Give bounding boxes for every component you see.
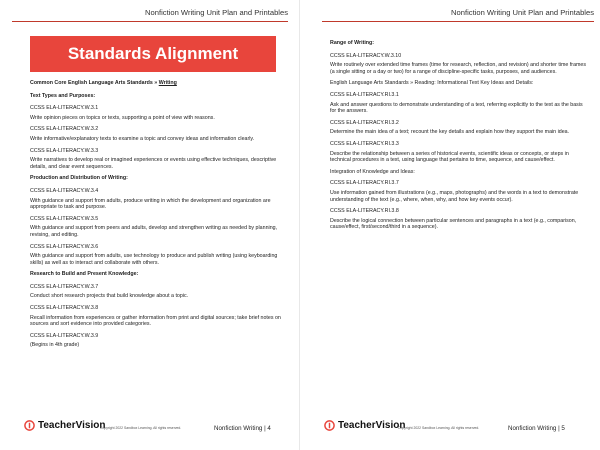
header-rule: [322, 21, 594, 22]
standard-description: Determine the main idea of a text; recount the key details and explain how they support the main idea.: [330, 129, 570, 136]
standard-code: CCSS ELA-LITERACY.W.3.7: [30, 283, 99, 290]
standard-code: CCSS ELA-LITERACY.RI.3.1: [330, 91, 399, 98]
standard-code: CCSS ELA-LITERACY.RI.3.8: [330, 208, 399, 215]
standard-description: Describe the relationship between a series of historical events, scientific ideas or concepts, or steps in technical procedures in a text, using language that pertains to time, sequence, and cause/effect.: [330, 150, 569, 164]
standard-description: Write informative/explanatory texts to examine a topic and convey ideas and information clearly.: [30, 135, 255, 142]
standard-code: CCSS ELA-LITERACY.W.3.3: [30, 147, 99, 154]
standard-code: CCSS ELA-LITERACY.RI.3.3: [330, 140, 399, 147]
standard-code: CCSS ELA-LITERACY.W.3.10: [330, 52, 402, 59]
teachervision-logo: [324, 420, 405, 431]
section-heading: Research to Build and Present Knowledge:: [30, 271, 139, 278]
left-content: [30, 80, 288, 354]
brand-name: TeacherVision: [338, 420, 406, 431]
standard-description: Recall information from experiences or gather information from print and digital sources; take brief notes on sources and sort evidence into provided categories.: [30, 314, 281, 328]
standard-code: CCSS ELA-LITERACY.W.3.9: [30, 332, 99, 339]
standard-description: With guidance and support from adults, produce writing in which the development and organization are appropriate to task and purpose.: [30, 197, 271, 211]
teachervision-logo-icon: [24, 420, 35, 431]
teachervision-logo-icon: [324, 420, 335, 431]
section-heading: Production and Distribution of Writing:: [30, 175, 128, 182]
copyright: Copyright 2022 Sandbox Learning. All rights reserved.: [398, 426, 480, 430]
standard-code: CCSS ELA-LITERACY.W.3.2: [30, 126, 99, 133]
teachervision-logo: [24, 420, 105, 431]
standard-code: CCSS ELA-LITERACY.W.3.1: [30, 105, 99, 112]
standard-description: With guidance and support from adults, use technology to produce and publish writing (using keyboarding skills) as well as to interact and collaborate with others.: [30, 253, 278, 266]
standard-code: CCSS ELA-LITERACY.W.3.4: [30, 187, 99, 194]
header-rule: [12, 21, 288, 22]
standard-code: CCSS ELA-LITERACY.W.3.6: [30, 243, 99, 250]
header-title: Nonfiction Writing Unit Plan and Printables: [145, 8, 288, 17]
banner-title: Standards Alignment: [30, 36, 276, 72]
right-blocks: [330, 40, 588, 231]
breadcrumb-link[interactable]: Writing: [158, 80, 177, 86]
standard-code: CCSS ELA-LITERACY.RI.3.7: [330, 180, 399, 187]
breadcrumb-prefix: Common Core English Language Arts Standards »: [30, 80, 159, 86]
standard-description: English Language Arts Standards » Reading: Informational Text Key Ideas and Details:: [330, 80, 534, 87]
page-number: Nonfiction Writing | 4: [214, 425, 271, 432]
standard-code: CCSS ELA-LITERACY.W.3.8: [30, 305, 99, 312]
right-content: [330, 40, 588, 236]
standard-description: Ask and answer questions to demonstrate understanding of a text, referring explicitly to the text as the basis for the answers.: [330, 101, 583, 115]
left-blocks: [30, 93, 288, 349]
standard-description: Write opinion pieces on topics or texts, supporting a point of view with reasons.: [30, 114, 215, 121]
copyright: Copyright 2022 Sandbox Learning. All rights reserved.: [100, 426, 182, 430]
section-heading: Text Types and Purposes:: [30, 92, 96, 99]
standard-code: CCSS ELA-LITERACY.W.3.5: [30, 215, 99, 222]
standard-description: Write narratives to develop real or imagined experiences or events using effective techniques, descriptive details, and clear event sequences.: [30, 157, 277, 170]
breadcrumb: [30, 80, 288, 87]
standard-description: Use information gained from illustrations (e.g., maps, photographs) and the words in a text to demonstrate understanding of the text (e.g., where, when, why, and how key events occur).: [330, 189, 579, 203]
standard-code: CCSS ELA-LITERACY.RI.3.2: [330, 119, 399, 126]
brand-name: TeacherVision: [38, 420, 106, 431]
standard-description: Integration of Knowledge and Ideas:: [330, 168, 415, 175]
standard-description: Write routinely over extended time frames (time for research, reflection, and revision) and shorter time frames (a single sitting or a day or two) for a range of discipline-specific tasks, purposes, and audiences.: [330, 62, 587, 75]
standard-description: Describe the logical connection between particular sentences and paragraphs in a text (e.g., comparison, cause/effect, first/second/third in a sequence).: [330, 217, 577, 231]
page-number: Nonfiction Writing | 5: [508, 425, 565, 432]
standard-description: Conduct short research projects that build knowledge about a topic.: [30, 293, 189, 300]
standard-description: With guidance and support from peers and adults, develop and strengthen writing as needed by planning, revising, and editing.: [30, 225, 278, 238]
header-title: Nonfiction Writing Unit Plan and Printables: [451, 8, 594, 17]
section-heading: Range of Writing:: [330, 40, 375, 46]
standard-description: (Begins in 4th grade): [30, 342, 80, 349]
